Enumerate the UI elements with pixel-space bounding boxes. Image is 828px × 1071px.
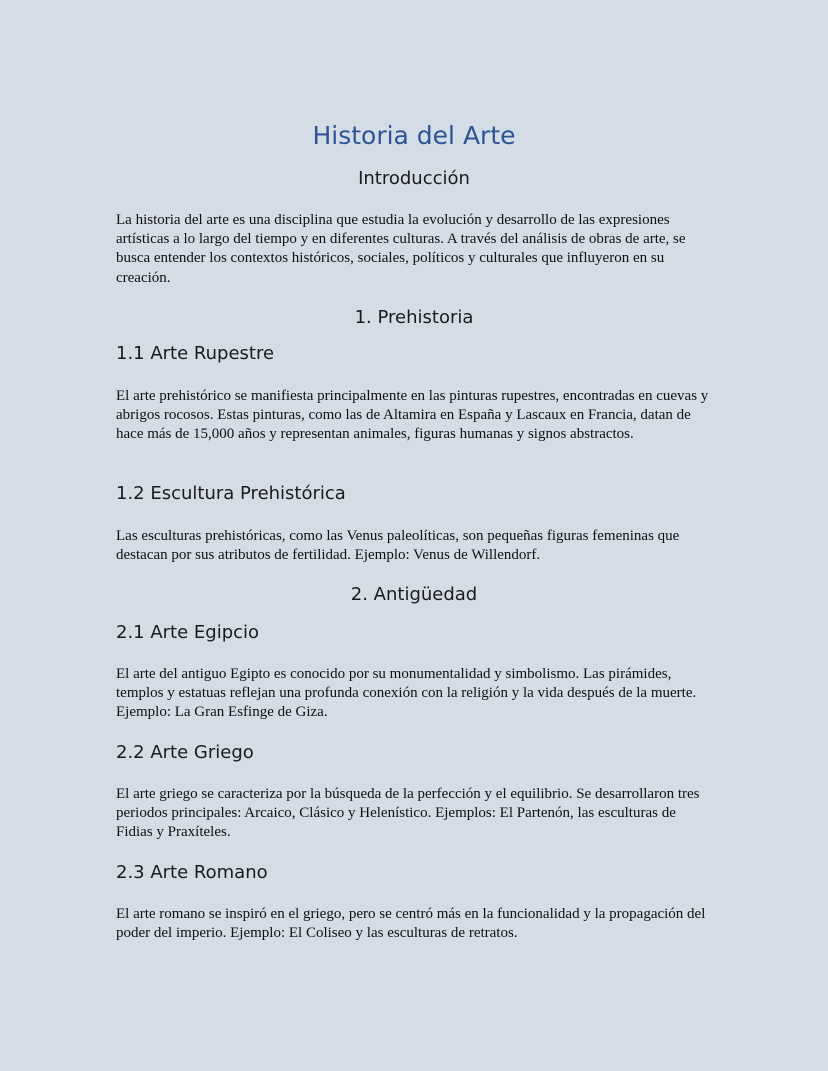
paragraph-escultura-prehistorica: Las esculturas prehistóricas, como las Venus paleolíticas, son pequeñas figuras femeninas que destacan por sus atributos de fertilidad. Ejemplo: Venus de Willendorf. xyxy=(116,528,680,564)
subsection-heading-arte-romano: 2.3 Arte Romano xyxy=(116,862,268,883)
subsection-heading-escultura-prehistorica: 1.2 Escultura Prehistórica xyxy=(116,483,346,504)
intro-heading: Introducción xyxy=(358,168,470,189)
subsection-heading-arte-griego: 2.2 Arte Griego xyxy=(116,742,254,763)
paragraph-arte-romano: El arte romano se inspiró en el griego, pero se centró más en la funcionalidad y la propagación del poder del imperio. Ejemplo: El Coliseo y las esculturas de retratos. xyxy=(116,906,706,942)
section-heading-prehistoria: 1. Prehistoria xyxy=(354,307,474,328)
paragraph-arte-rupestre: El arte prehistórico se manifiesta principalmente en las pinturas rupestres, encontradas en cuevas y abrigos rocosos. Estas pinturas, como las de Altamira en España y Lascaux en Francia, datan de hace más de 15,000 años y representan animales, figuras humanas y signos abstractos. xyxy=(116,388,709,443)
intro-paragraph: La historia del arte es una disciplina que estudia la evolución y desarrollo de las expresiones artísticas a lo largo del tiempo y en diferentes culturas. A través del análisis de obras de arte, se busca entender los contextos históricos, sociales, políticos y culturales que influyeron en su creación. xyxy=(116,212,686,286)
document-title: Historia del Arte xyxy=(312,121,516,150)
paragraph-arte-griego: El arte griego se caracteriza por la búsqueda de la perfección y el equilibrio. Se desarrollaron tres periodos principales: Arcaico, Clásico y Helenístico. Ejemplos: El Partenón, las esculturas de Fidias y Praxíteles. xyxy=(116,786,700,841)
paragraph-arte-egipcio: El arte del antiguo Egipto es conocido por su monumentalidad y simbolismo. Las pirámides, templos y estatuas reflejan una profunda conexión con la religión y la vida después de la muerte. Ejemplo: La Gran Esfinge de Giza. xyxy=(116,666,697,721)
subsection-heading-arte-rupestre: 1.1 Arte Rupestre xyxy=(116,343,275,364)
subsection-heading-arte-egipcio: 2.1 Arte Egipcio xyxy=(116,622,260,643)
section-heading-antiguedad: 2. Antigüedad xyxy=(350,584,478,605)
